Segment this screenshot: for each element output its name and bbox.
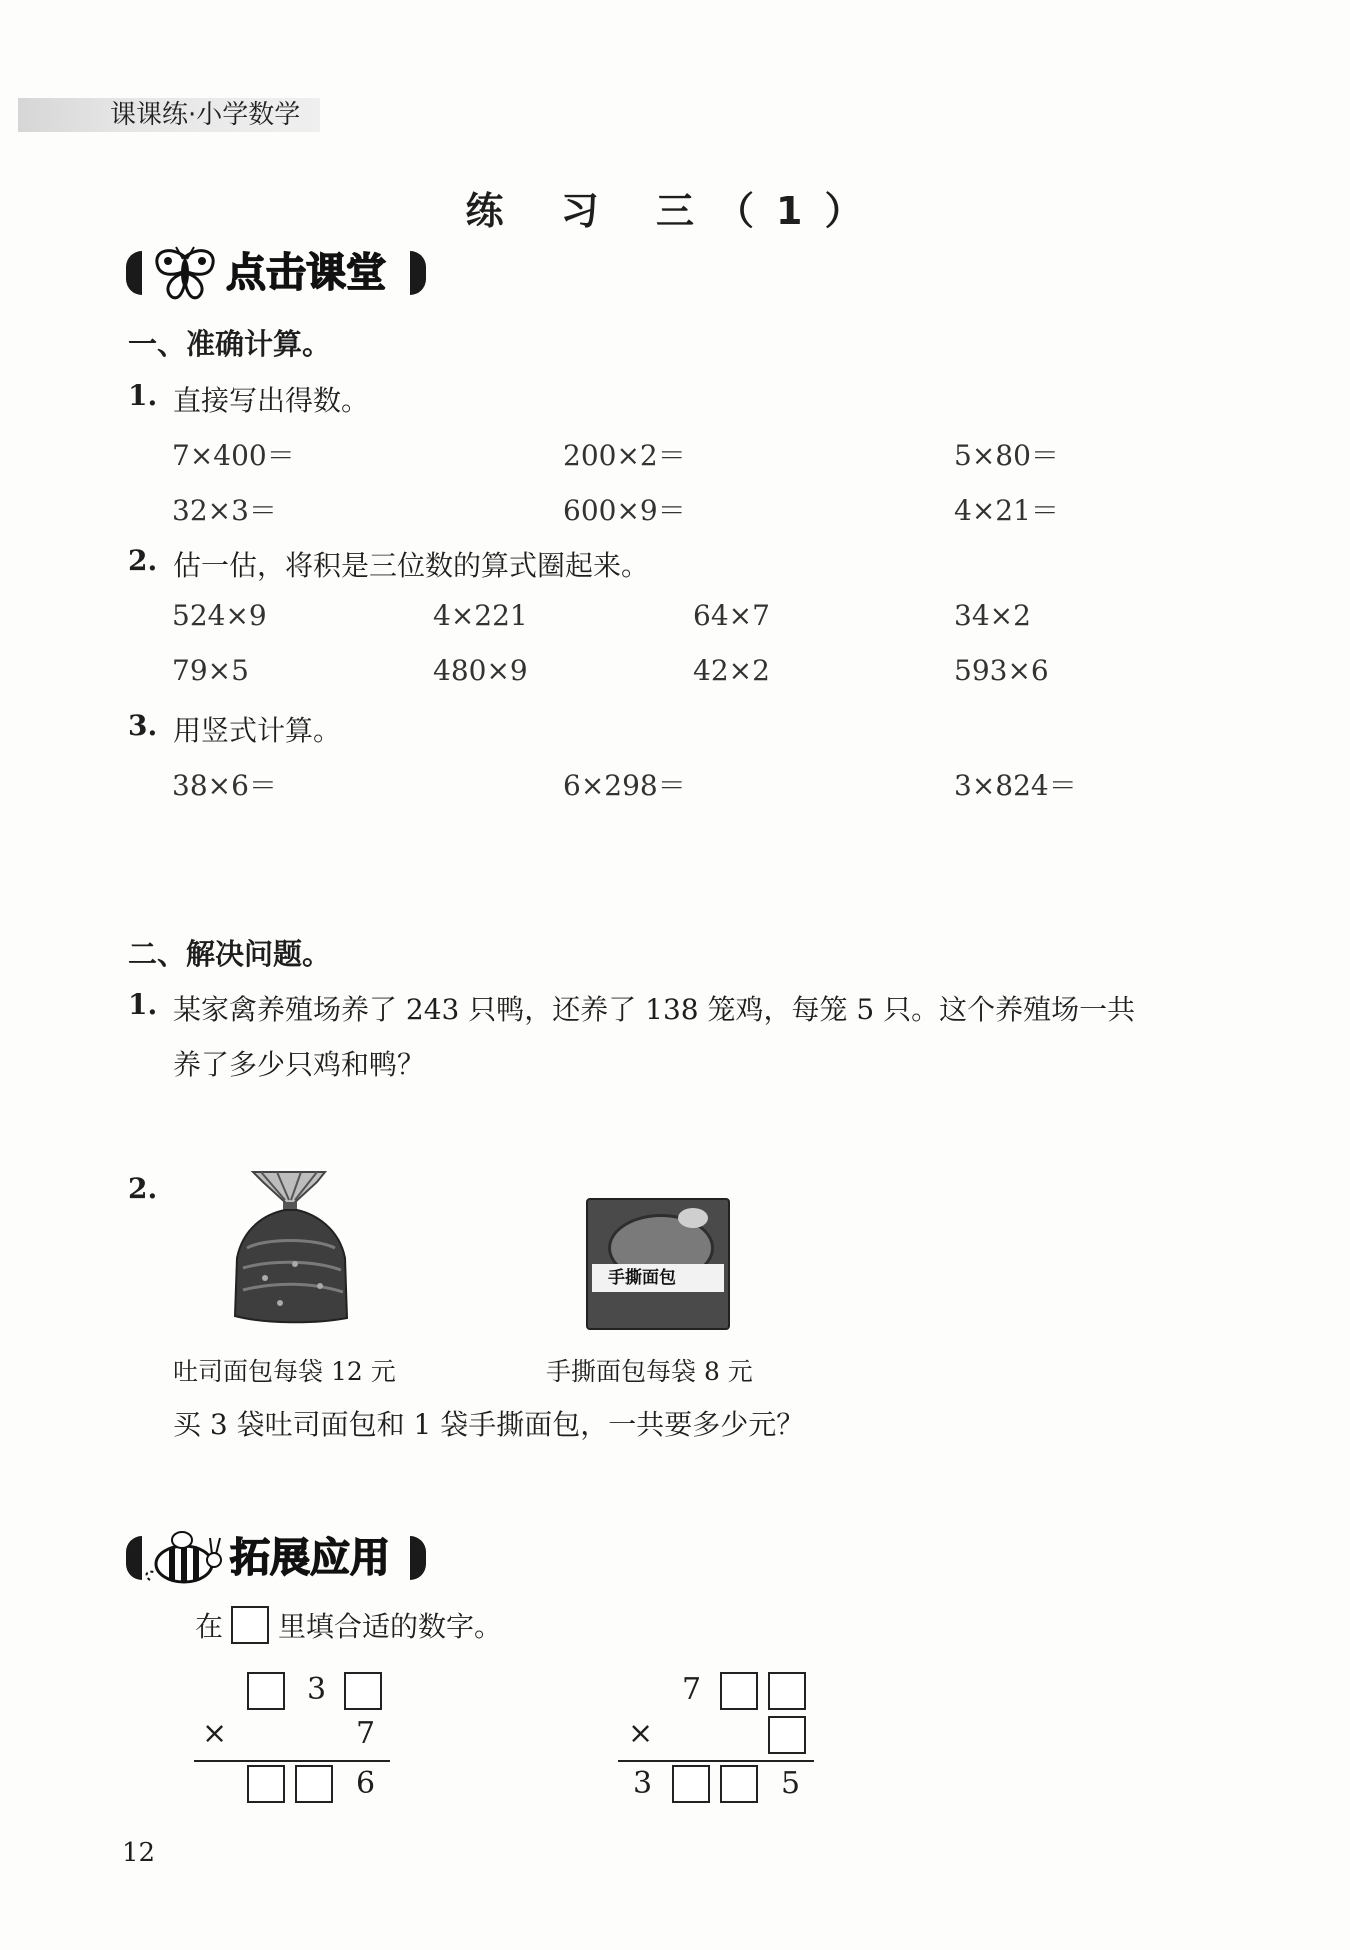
book-title: 课课练·小学数学 [110, 100, 301, 130]
part2-q1-line1: 某家禽养殖场养了 243 只鸭，还养了 138 笼鸡，每笼 5 只。这个养殖场一共 [173, 993, 1136, 1026]
badge-right-cap [410, 1536, 426, 1580]
expression: 7×400＝ [172, 439, 295, 472]
expression: 600×9＝ [563, 494, 686, 527]
expression: 3×824＝ [954, 769, 1077, 802]
hand-torn-bread-image [586, 1198, 730, 1330]
part3-instruction-after: 里填合适的数字。 [278, 1610, 503, 1643]
expression: 200×2＝ [563, 439, 686, 472]
part1-q2-number: 2. [128, 544, 158, 577]
expression: 38×6＝ [172, 769, 277, 802]
expression: 32×3＝ [172, 494, 277, 527]
butterfly-icon [150, 245, 220, 303]
part2-q1-line2: 养了多少只鸡和鸭？ [173, 1048, 426, 1081]
answer-box[interactable] [768, 1672, 806, 1710]
expression: 480×9 [433, 654, 528, 687]
expression: 34×2 [954, 599, 1031, 632]
digit: 5 [781, 1766, 801, 1801]
toast-bread-image [225, 1168, 355, 1328]
part1-heading: 一、准确计算。 [128, 327, 332, 361]
expression: 5×80＝ [954, 439, 1059, 472]
digit: 7 [682, 1672, 702, 1707]
part2-heading: 二、解决问题。 [128, 937, 332, 971]
answer-box[interactable] [295, 1765, 333, 1803]
brand-logo-icon [678, 1208, 708, 1228]
bread-price-caption: 手撕面包每袋 8 元 [546, 1357, 753, 1386]
section-badge-classroom [126, 245, 426, 301]
digit: 6 [356, 1766, 376, 1801]
expression: 593×6 [954, 654, 1049, 687]
part2-q2-question: 买 3 袋吐司面包和 1 袋手撕面包，一共要多少元？ [173, 1408, 805, 1441]
answer-box[interactable] [247, 1672, 285, 1710]
part2-q1-number: 1. [128, 988, 158, 1021]
expression: 6×298＝ [563, 769, 686, 802]
badge-right-cap [410, 251, 426, 295]
part2-q2-number: 2. [128, 1172, 158, 1205]
expression: 4×221 [433, 599, 528, 632]
answer-box[interactable] [720, 1672, 758, 1710]
badge-left-cap [126, 251, 142, 295]
section-badge-extension [126, 1530, 426, 1586]
part3-instruction-before: 在 [195, 1610, 224, 1643]
part1-q2-text: 估一估，将积是三位数的算式圈起来。 [173, 549, 650, 582]
multiply-sign: × [628, 1716, 654, 1751]
answer-box[interactable] [344, 1672, 382, 1710]
expression: 4×21＝ [954, 494, 1059, 527]
sum-line [194, 1760, 390, 1762]
answer-box[interactable] [768, 1716, 806, 1754]
page-number: 12 [122, 1838, 156, 1868]
expression: 79×5 [172, 654, 249, 687]
answer-box[interactable] [720, 1765, 758, 1803]
badge-label: 点击课堂 [226, 250, 386, 296]
badge-label: 拓展应用 [230, 1535, 390, 1581]
multiply-sign: × [202, 1716, 228, 1751]
digit: 7 [356, 1716, 376, 1751]
badge-left-cap [126, 1536, 142, 1580]
expression: 64×7 [693, 599, 770, 632]
package-label: 手撕面包 [592, 1264, 724, 1292]
expression: 42×2 [693, 654, 770, 687]
digit: 3 [307, 1672, 327, 1707]
toast-price-caption: 吐司面包每袋 12 元 [173, 1357, 396, 1386]
part1-q3-number: 3. [128, 709, 158, 742]
sum-line [618, 1760, 814, 1762]
bee-icon [144, 1530, 224, 1588]
answer-box[interactable] [672, 1765, 710, 1803]
answer-box[interactable] [247, 1765, 285, 1803]
part1-q1-number: 1. [128, 379, 158, 412]
page-title: 练 习 三（1） [465, 189, 885, 233]
expression: 524×9 [172, 599, 267, 632]
digit: 3 [633, 1766, 653, 1801]
instruction-blank-box [231, 1606, 269, 1644]
part1-q1-text: 直接写出得数。 [173, 384, 370, 417]
part1-q3-text: 用竖式计算。 [173, 714, 342, 747]
